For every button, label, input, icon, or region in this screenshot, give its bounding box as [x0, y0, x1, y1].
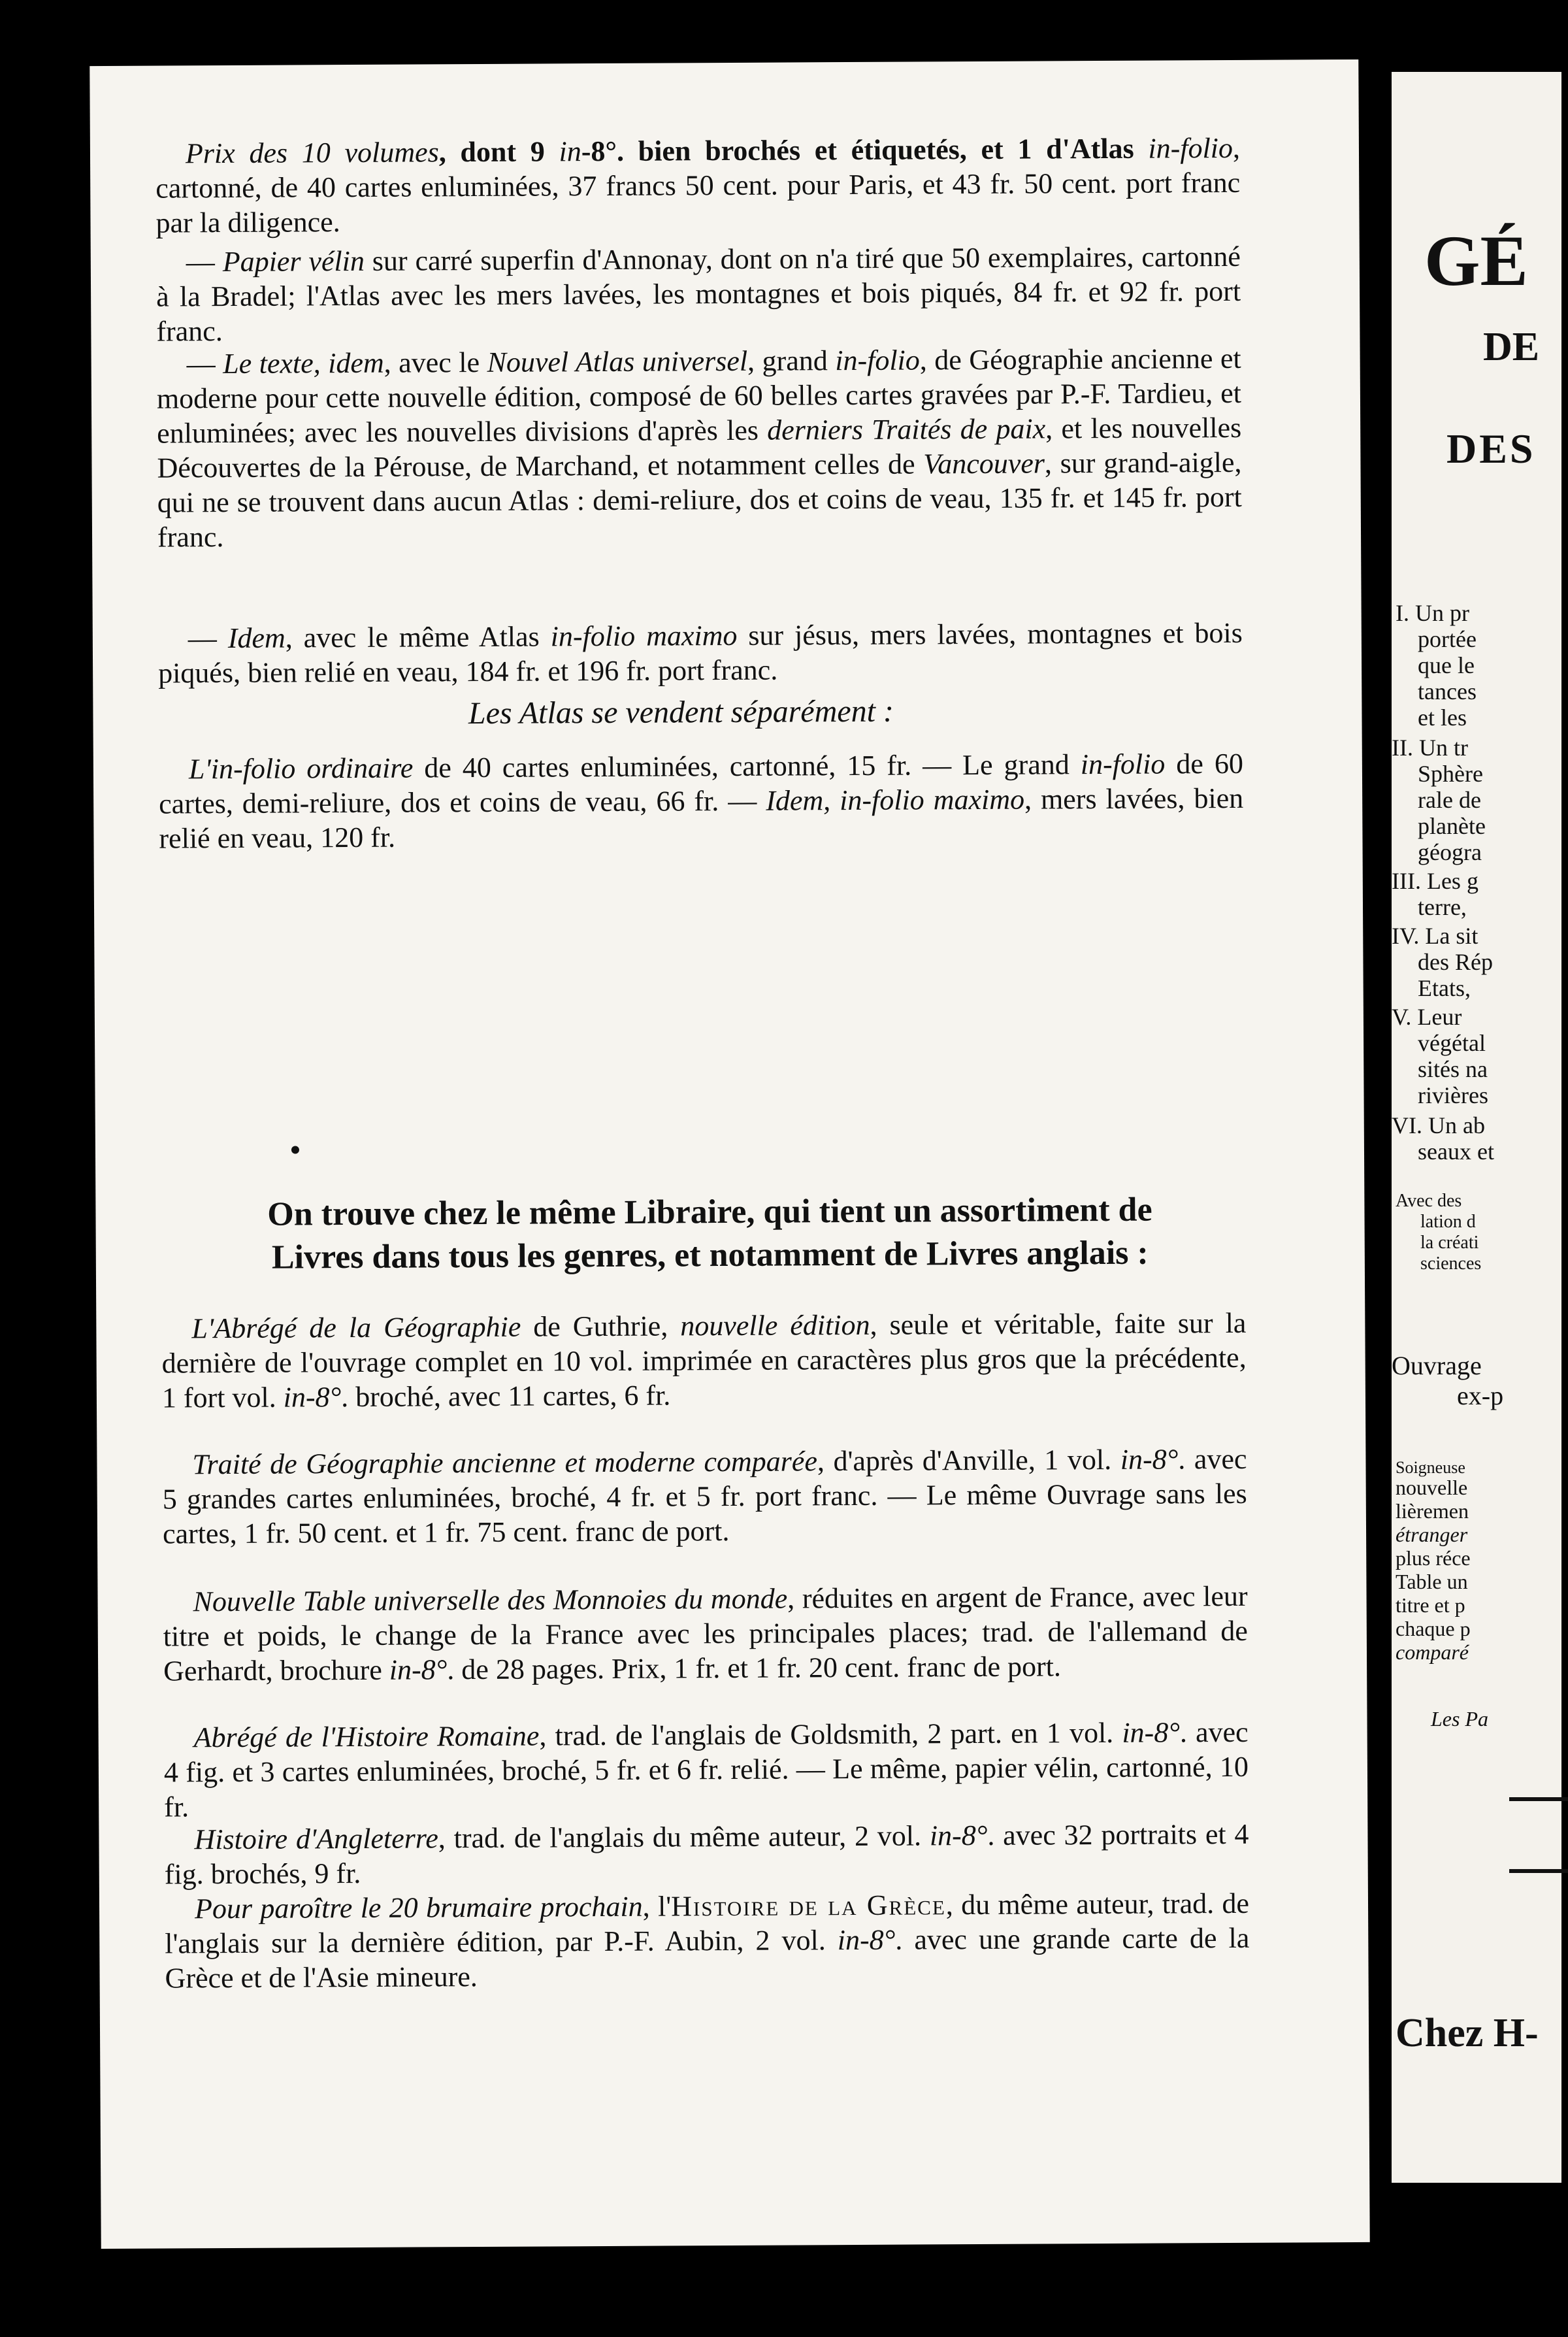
contents-line: Etats, — [1418, 975, 1471, 1001]
list-line: plus réce — [1396, 1546, 1471, 1570]
left-page — [90, 59, 1369, 2249]
contents-line: II. Un tr — [1392, 735, 1468, 761]
contents-line: seaux et — [1418, 1138, 1494, 1165]
book-guthrie: L'Abrégé de la Géographie de Guthrie, nouvelle édition, seule et véritable, faite sur la dernière de l'ouvrage complet en 10 vol. imprimée en caractères plus gros que la précédente, 1 fort vol. in-8°. broché, avec 11 cartes, 6 fr. — [161, 1306, 1247, 1414]
divider-dash — [1509, 1797, 1568, 1801]
les-pa-line: Les Pa — [1431, 1707, 1488, 1731]
divider-dash — [1509, 1869, 1568, 1873]
list-line: nouvelle — [1396, 1476, 1468, 1499]
contents-line: VI. Un ab — [1392, 1112, 1485, 1138]
contents-line: géogra — [1418, 839, 1482, 865]
contents-line: portée — [1418, 626, 1477, 652]
contents-line: Sphère — [1418, 761, 1483, 787]
note-line: sciences — [1420, 1253, 1482, 1274]
note-line: Avec des — [1396, 1191, 1462, 1211]
right-page — [1392, 72, 1561, 2183]
ouvrage-line: ex-p — [1457, 1381, 1504, 1410]
velin-paragraph: — Papier vélin sur carré superfin d'Annonay, dont on n'a tiré que 50 exemplaires, cartonné à la Bradel; l'Atlas avec les mers lavées, les montagnes et bois piqués, 84 fr. et 92 fr. port franc. — [155, 240, 1241, 348]
list-line: titre et p — [1396, 1593, 1465, 1617]
atlas-heading: Les Atlas se vendent séparément : — [468, 693, 894, 731]
book-monnoies: Nouvelle Table universelle des Monnoies du monde, réduites en argent de France, avec leur titre et poids, le change de la France avec les principales places; trad. de l'allemand de Gerhardt, brochure in-8°. de 28 pages. Prix, 1 fr. et 1 fr. 20 cent. franc de port. — [163, 1580, 1248, 1687]
list-line: comparé — [1396, 1640, 1469, 1664]
list-line: Soigneuse — [1396, 1458, 1465, 1477]
book-histoire-romaine: Abrégé de l'Histoire Romaine, trad. de l'anglais de Goldsmith, 2 part. en 1 vol. in-8°. avec 4 fig. et 3 cartes enluminées, broché, 5 fr. et 6 fr. relié. — Le même, papier vélin, cartonné, 10 fr. — [163, 1715, 1249, 1823]
right-title: GÉ — [1424, 221, 1528, 301]
contents-line: terre, — [1418, 894, 1467, 920]
contents-line: et les — [1418, 704, 1467, 731]
contents-line: IV. La sit — [1392, 923, 1478, 949]
atlas-paragraph: L'in-folio ordinaire de 40 cartes enluminées, cartonné, 15 fr. — Le grand in-folio de 60 cartes, demi-reliure, dos et coins de veau, 66 fr. — Idem, in-folio maximo, mers lavées, bien relié en veau, 120 fr. — [159, 747, 1244, 855]
list-line: chaque p — [1396, 1617, 1471, 1640]
contents-line: sités na — [1418, 1056, 1488, 1082]
contents-line: I. Un pr — [1396, 600, 1469, 626]
contents-line: des Rép — [1418, 949, 1493, 975]
contents-line: végétal — [1418, 1030, 1486, 1056]
right-subtitle-1: DE — [1483, 325, 1540, 369]
contents-line: rivières — [1418, 1082, 1488, 1108]
publisher-footer: Chez H- — [1396, 2011, 1539, 2055]
contents-line: III. Les g — [1392, 868, 1478, 894]
list-line: Table un — [1396, 1570, 1468, 1593]
list-line: étranger — [1396, 1523, 1468, 1546]
contents-line: planète — [1418, 813, 1486, 839]
ink-dot — [291, 1146, 299, 1153]
book-traite: Traité de Géographie ancienne et moderne comparée, d'après d'Anville, 1 vol. in-8°. avec 5 grandes cartes enluminées, broché, 4 fr. et 5 fr. port franc. — Le même Ouvrage sans les cartes, 1 fr. 50 cent. et 1 fr. 75 cent. franc de port. — [162, 1442, 1247, 1550]
idem-paragraph: — Idem, avec le même Atlas in-folio maximo sur jésus, mers lavées, montagnes et bois piqués, bien relié en veau, 184 fr. et 196 fr. port franc. — [158, 616, 1243, 689]
price-paragraph: Prix des 10 volumes, dont 9 in-8°. bien brochés et étiquetés, et 1 d'Atlas in-folio, cartonné, de 40 cartes enluminées, 37 francs 50 cent. pour Paris, et 43 fr. 50 cent. port franc par la diligence. — [155, 131, 1241, 239]
contents-line: que le — [1418, 652, 1475, 678]
note-line: la créati — [1420, 1233, 1479, 1253]
bookseller-announcement: On trouve chez le même Libraire, qui tient un assortiment de Livres dans tous les genres, et notamment de Livres anglais : — [267, 1191, 1152, 1276]
right-subtitle-2: DES — [1446, 425, 1536, 472]
contents-line: rale de — [1418, 787, 1481, 813]
book-histoire-angleterre: Histoire d'Angleterre, trad. de l'anglais du même auteur, 2 vol. in-8°. avec 32 portraits et 4 fig. brochés, 9 fr. — [164, 1817, 1249, 1891]
ouvrage-line: Ouvrage — [1392, 1351, 1482, 1380]
book-histoire-grece: Pour paroître le 20 brumaire prochain, l'Histoire de la Grèce, du même auteur, trad. de l'anglais sur la dernière édition, par P.-F. Aubin, 2 vol. in-8°. avec une grande carte de la Grèce et de l'Asie mineure. — [165, 1887, 1250, 1995]
contents-line: tances — [1418, 678, 1477, 704]
note-line: lation d — [1420, 1212, 1476, 1232]
list-line: lièremen — [1396, 1499, 1469, 1523]
texte-paragraph: — Le texte, idem, avec le Nouvel Atlas universel, grand in-folio, de Géographie ancienne et moderne pour cette nouvelle édition, composé de 60 belles cartes gravées par P.-F. Tardieu, et enluminées; avec les nouvelles divisions d'après les derniers Traités de paix, et les nouvelles Découvertes de la Pérouse, de Marchand, et notamment celles de Vancouver, sur grand-aigle, qui ne se trouvent dans aucun Atlas : demi-reliure, dos et coins de veau, 135 fr. et 145 fr. port franc. — [156, 342, 1242, 554]
contents-line: V. Leur — [1392, 1004, 1462, 1030]
